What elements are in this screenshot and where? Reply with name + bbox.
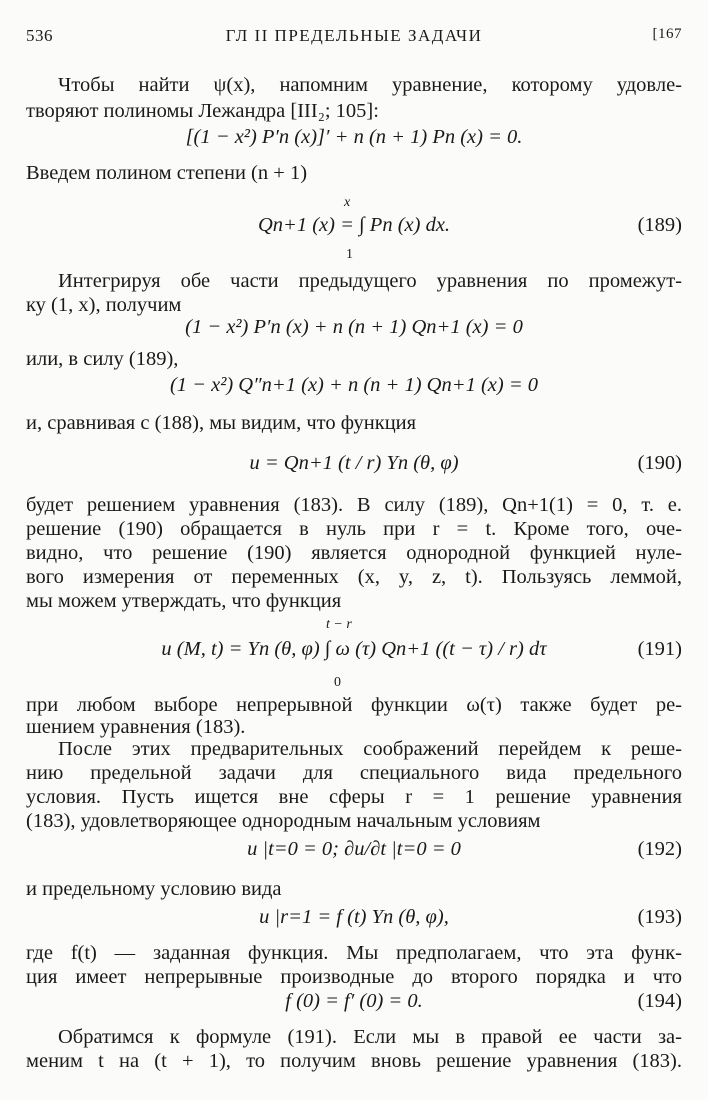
text-line: (183), удовлетворяющее однородным начальным условиям [26, 810, 541, 832]
text-line: меним t на (t + 1), то получим вновь решение уравнения (183). [26, 1050, 682, 1072]
text-line: Обратимся к формуле (191). Если мы в правой ее части за- [58, 1026, 682, 1048]
running-header [26, 26, 682, 50]
equation-second [26, 370, 682, 400]
integral-upper-limit: t − r [326, 617, 352, 632]
equation-body: (1 − x²) Q″n+1 (x) + n (n + 1) Qn+1 (x) = 0 [169, 374, 539, 396]
equation-192 [26, 834, 682, 864]
equation-body: f (0) = f′ (0) = 0. [285, 990, 423, 1012]
equation-number: (193) [637, 906, 682, 928]
text-line: решение (190) обращается в нуль при r = t. Кроме того, оче- [26, 518, 682, 540]
equation-legendre [26, 122, 682, 152]
page-number: 536 [26, 26, 53, 45]
equation-body: u |t=0 = 0; ∂u/∂t |t=0 = 0 [247, 838, 461, 860]
text-line: где f(t) — заданная функция. Мы предполагаем, что эта функ- [26, 942, 682, 964]
equation-body: Qn+1 (x) = ∫ Pn (x) dx. [257, 214, 451, 236]
equation-number: (191) [637, 638, 682, 660]
text-line: нию предельной задачи для специального вида предельного [26, 762, 682, 784]
text-line: условия. Пусть ищется вне сферы r = 1 решение уравнения [26, 786, 682, 808]
text-line: Интегрируя обе части предыдущего уравнения по промежут- [58, 270, 682, 292]
text-line: творяют полиномы Лежандра [III₂; 105]: [26, 100, 379, 122]
equation-integrated [26, 312, 682, 342]
equation-191 [26, 614, 682, 690]
text-line: вого измерения от переменных (x, y, z, t). Пользуясь леммой, [26, 566, 682, 588]
equation-number: (190) [637, 452, 682, 474]
text-line: при любом выборе непрерывной функции ω(τ) также будет ре- [26, 694, 682, 716]
text-line: мы можем утверждать, что функция [26, 590, 342, 612]
equation-body: u = Qn+1 (t / r) Yn (θ, φ) [249, 452, 459, 474]
text-line: или, в силу (189), [26, 348, 179, 370]
text-line: Введем полином степени (n + 1) [26, 162, 308, 184]
equation-number: (189) [637, 214, 682, 236]
integral-upper-limit: x [344, 195, 351, 210]
equation-body: u (M, t) = Yn (θ, φ) ∫ ω (τ) Qn+1 ((t − τ) / r) dτ [161, 638, 547, 660]
text-line: и предельному условию вида [26, 878, 282, 900]
equation-number: (194) [637, 990, 682, 1012]
equation-number: (192) [637, 838, 682, 860]
integral-lower-limit: 0 [334, 675, 341, 690]
integral-lower-limit: 1 [346, 247, 353, 262]
text-line: видно, что решение (190) является однородной функцией нуле- [26, 542, 682, 564]
equation-190 [26, 448, 682, 478]
text-line: Чтобы найти ψ(x), напомним уравнение, которому удовле- [58, 74, 682, 96]
equation-193 [26, 902, 682, 932]
text-line: будет решением уравнения (183). В силу (189), Qn+1(1) = 0, т. е. [26, 494, 682, 516]
equation-body: u |r=1 = f (t) Yn (θ, φ), [259, 906, 449, 928]
equation-body: [(1 − x²) P′n (x)]′ + n (n + 1) Pn (x) = 0. [185, 126, 523, 148]
text-line: шением уравнения (183). [26, 716, 246, 738]
section-number: [167 [652, 26, 682, 42]
text-line: ция имеет непрерывные производные до второго порядка и что [26, 966, 682, 988]
chapter-title: ГЛ II ПРЕДЕЛЬНЫЕ ЗАДАЧИ [225, 26, 483, 45]
text-line: и, сравнивая с (188), мы видим, что функция [26, 412, 417, 434]
text-line: После этих предварительных соображений перейдем к реше- [58, 738, 682, 760]
equation-189 [26, 190, 682, 260]
equation-194 [26, 986, 682, 1016]
equation-body: (1 − x²) P′n (x) + n (n + 1) Qn+1 (x) = 0 [185, 316, 523, 338]
text-line: ку (1, x), получим [26, 294, 182, 316]
